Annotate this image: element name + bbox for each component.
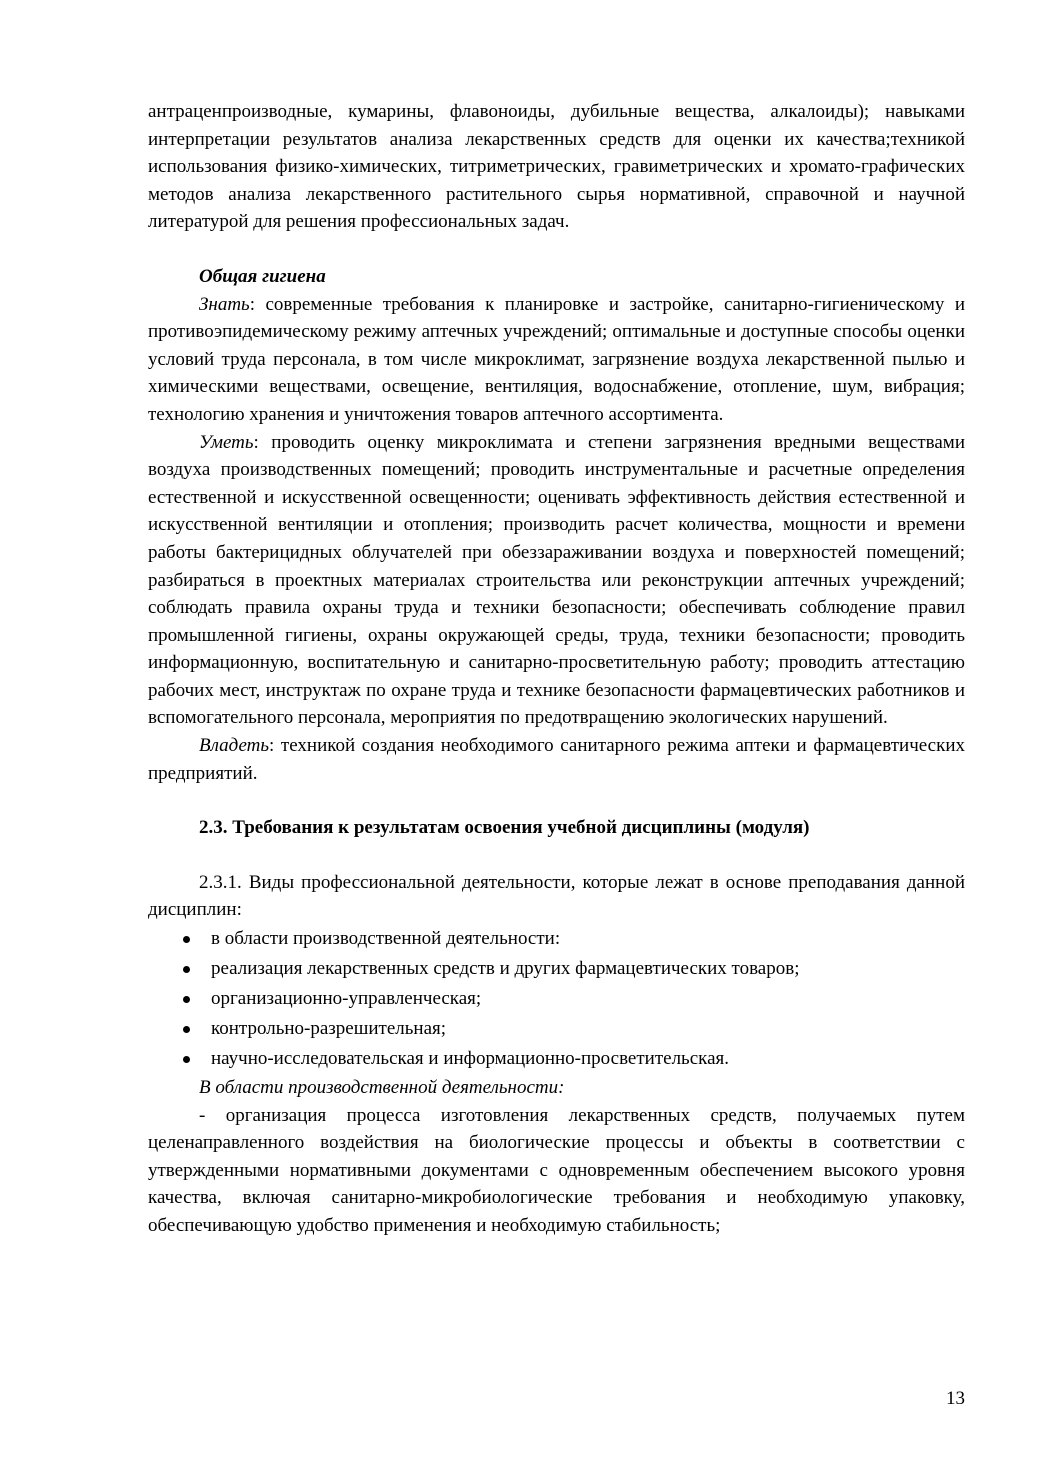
section-title: 2.3. Требования к результатам освоения учебной дисциплины (модуля) [199, 817, 810, 839]
list-item: научно-исследовательская и информационно-просветительская. [148, 1044, 965, 1074]
able-text: : проводить оценку микроклимата и степени загрязнения вредными веществами воздуха производственных помещений; проводить инструментальные и расчетные определения естественной и искусственной освещенности; оценивать эффективность действия естественной и искусственной вентиляции и отопления; производить расчет количества, мощности и времени работы бактерицидных облучателей при обеззараживании воздуха и поверхностей помещений; разбираться в проектных материалах строительства или реконструкции аптечных учреждений; соблюдать правила охраны труда и техники безопасности; обеспечивать соблюдение правил промышленной гигиены, охраны окружающей среды, труда, техники безопасности; проводить информационную, воспитательную и санитарно-просветительную работу; проводить аттестацию рабочих мест, инструктаж по охране труда и технике безопасности фармацевтических работников и вспомогательного персонала, мероприятия по предотвращению экологических нарушений. [148, 431, 965, 729]
know-text: : современные требования к планировке и застройке, санитарно-гигиеническому и противоэпидемическому режиму аптечных учреждений; оптимальные и доступные способы оценки условий труда персонала, в том числе микроклимат, загрязнение воздуха лекарственной пылью и химическими веществами, освещение, вентиляция, водоснабжение, отопление, шум, вибрация; технологию хранения и уничтожения товаров аптечного ассортимента. [148, 293, 965, 425]
spacer [148, 787, 965, 814]
list-item: реализация лекарственных средств и других фармацевтических товаров; [148, 954, 965, 984]
know-paragraph [148, 291, 965, 429]
able-paragraph [148, 429, 965, 733]
spacer [148, 236, 965, 263]
list-item: в области производственной деятельности: [148, 924, 965, 954]
know-lead: Знать [199, 293, 250, 315]
area-item: - организация процесса изготовления лекарственных средств, получаемых путем целенаправленного воздействия на биологические процессы и объекты в соответствии с утвержденными нормативными документами с одновременным обеспечением высокого уровня качества, включая санитарно-микробиологические требования и необходимую упаковку, обеспечивающую удобство применения и необходимую стабильность; [148, 1104, 965, 1236]
page-number: 13 [946, 1388, 965, 1409]
able-lead: Уметь [199, 431, 254, 453]
list-item: контрольно-разрешительная; [148, 1014, 965, 1044]
intro-paragraph: антраценпроизводные, кумарины, флавоноиды, дубильные вещества, алкалоиды); навыками интерпретации результатов анализа лекарственных средств для оценки их качества;техникой использования физико-химических, титриметрических, гравиметрических и хромато-графических методов анализа лекарственного растительного сырья нормативной, справочной и научной литературой для решения профессиональных задач. [148, 101, 965, 233]
hygiene-heading: Общая гигиена [199, 265, 326, 287]
activity-list [148, 924, 965, 1074]
own-lead: Владеть [199, 735, 270, 757]
own-paragraph [148, 732, 965, 787]
own-text: : техникой создания необходимого санитарного режима аптеки и фармацевтических предприятий. [148, 735, 965, 784]
area-heading: В области производственной деятельности: [199, 1077, 565, 1099]
section-intro: 2.3.1. Виды профессиональной деятельности, которые лежат в основе преподавания данной дисциплин: [148, 871, 965, 921]
list-item: организационно-управленческая; [148, 984, 965, 1014]
page-body [148, 98, 965, 1240]
spacer [148, 842, 965, 869]
